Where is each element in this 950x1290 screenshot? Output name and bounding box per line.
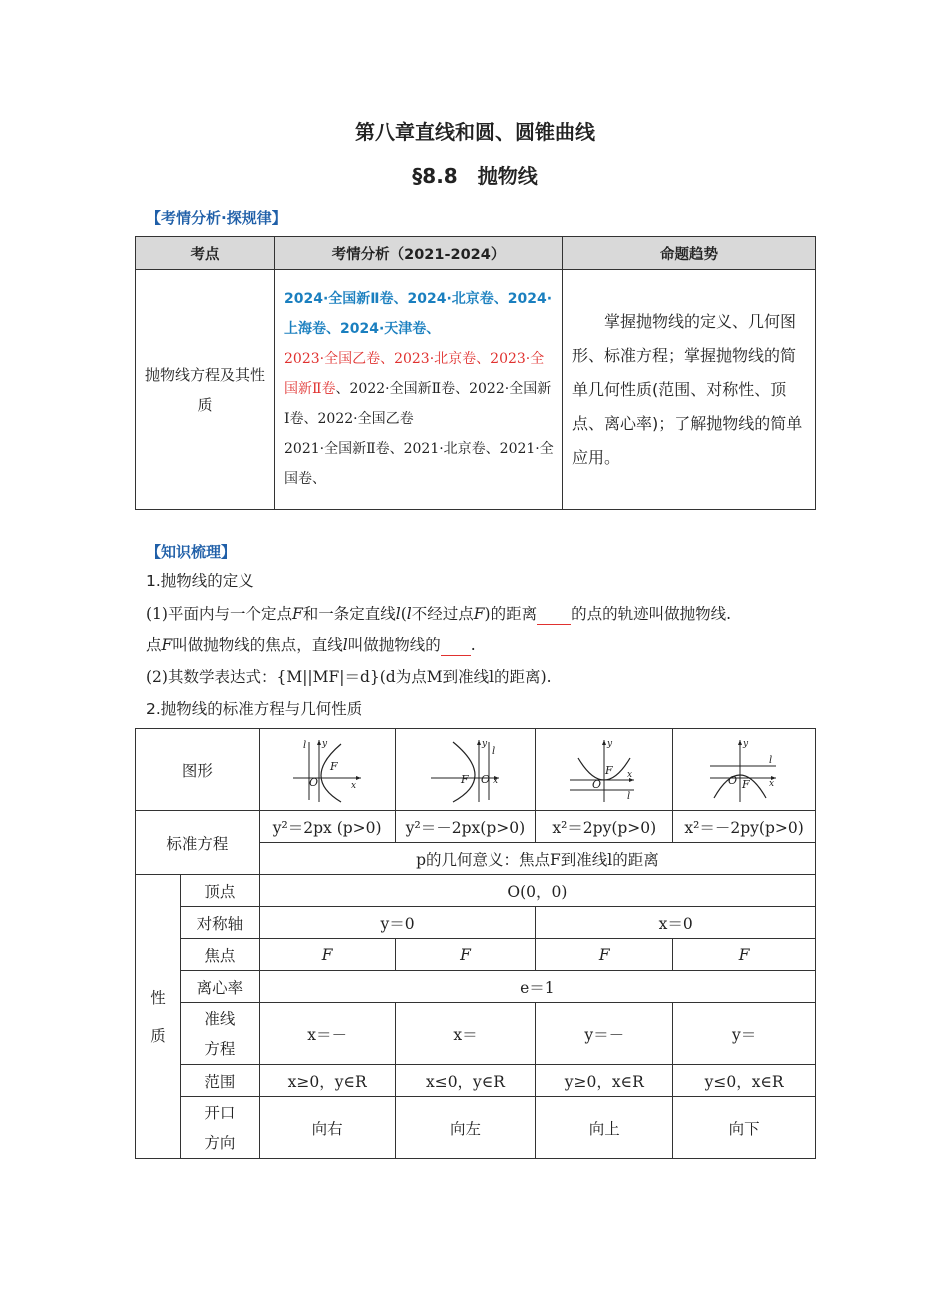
range-down: y≤0，x∈R [673, 1065, 816, 1097]
equation-left: y²＝－2px(p>0) [395, 811, 536, 843]
properties-heading: 2.抛物线的标准方程与几何性质 [146, 700, 363, 718]
svg-text:l: l [769, 754, 773, 766]
focus-label: 焦点 [180, 939, 259, 971]
svg-text:F: F [330, 759, 338, 773]
focus-right: F [259, 939, 395, 971]
opening-up: 向上 [536, 1097, 673, 1159]
header-trend: 命题趋势 [563, 237, 816, 270]
range-up: y≥0，x∈R [536, 1065, 673, 1097]
svg-text:F: F [605, 763, 613, 777]
directrix-down: y＝ [673, 1003, 816, 1065]
opening-right: 向右 [259, 1097, 395, 1159]
equation-label: 标准方程 [136, 811, 260, 875]
parabola-left-icon [425, 736, 505, 804]
opening-down: 向下 [673, 1097, 816, 1159]
vertex-label: 顶点 [180, 875, 259, 907]
section-heading-analysis: 【考情分析·探规律】 [146, 209, 287, 227]
parabola-right-icon [287, 736, 367, 804]
properties-label: 性质 [136, 875, 181, 1159]
svg-text:l: l [492, 745, 496, 757]
chapter-title: 第八章直线和圆、圆锥曲线 [355, 120, 595, 144]
opening-label: 开口方向 [180, 1097, 259, 1159]
svg-text:y: y [743, 738, 749, 749]
focus-down: F [673, 939, 816, 971]
svg-text:l: l [627, 790, 631, 802]
svg-text:x: x [769, 778, 775, 789]
parabola-up-icon [564, 736, 644, 804]
definition-line-2: 点F叫做抛物线的焦点，直线l叫做抛物线的 . [146, 636, 476, 654]
range-right: x≥0，y∈R [259, 1065, 395, 1097]
equation-right: y²＝2px (p>0) [259, 811, 395, 843]
properties-table [135, 728, 816, 1159]
axis-x0: x＝0 [536, 907, 816, 939]
definition-heading: 1.抛物线的定义 [146, 572, 254, 590]
header-analysis: 考情分析（2021-2024） [275, 237, 563, 270]
analysis-table [135, 236, 816, 510]
blank-directrix[interactable] [441, 637, 471, 656]
years-2024: 2024·全国新Ⅱ卷、2024·北京卷、2024·上海卷、2024·天津卷、 [284, 290, 553, 337]
svg-text:F: F [742, 777, 750, 791]
directrix-right: x＝－ [259, 1003, 395, 1065]
svg-text:x: x [351, 780, 357, 791]
svg-text:F: F [461, 772, 470, 786]
header-topic: 考点 [136, 237, 275, 270]
years-2023: 2023·全国乙卷、2023·北京卷、2023·全国新Ⅱ卷 [284, 350, 545, 397]
directrix-label: 准线方程 [180, 1003, 259, 1065]
definition-line-3: (2)其数学表达式：{M||MF|＝d}(d为点M到准线l的距离). [146, 668, 552, 686]
opening-left: 向左 [395, 1097, 536, 1159]
p-meaning: p的几何意义：焦点F到准线l的距离 [259, 843, 815, 875]
svg-text:O: O [728, 773, 738, 787]
equation-up: x²＝2py(p>0) [536, 811, 673, 843]
section-title: §8.8 抛物线 [412, 164, 538, 188]
svg-text:O: O [481, 772, 491, 786]
vertex-value: O(0，0) [259, 875, 815, 907]
eccentricity-label: 离心率 [180, 971, 259, 1003]
years-2021: 2021·全国新Ⅱ卷、2021·北京卷、2021·全国卷、 [284, 440, 554, 487]
axis-y0: y＝0 [259, 907, 536, 939]
range-label: 范围 [180, 1065, 259, 1097]
equation-down: x²＝－2py(p>0) [673, 811, 816, 843]
graph-down [673, 729, 816, 811]
svg-text:x: x [627, 769, 633, 780]
focus-left: F [395, 939, 536, 971]
svg-text:O: O [592, 777, 602, 791]
svg-text:y: y [482, 738, 488, 749]
svg-text:y: y [607, 738, 613, 749]
graph-left [395, 729, 536, 811]
focus-up: F [536, 939, 673, 971]
figure-label: 图形 [136, 729, 260, 811]
svg-text:O: O [309, 775, 319, 789]
graph-right [259, 729, 395, 811]
range-left: x≤0，y∈R [395, 1065, 536, 1097]
eccentricity-value: e＝1 [259, 971, 815, 1003]
parabola-down-icon [704, 736, 784, 804]
definition-line-1: (1)平面内与一个定点F和一条定直线l(l不经过点F)的距离 的点的轨迹叫做抛物线. [146, 605, 732, 623]
svg-text:l: l [303, 739, 307, 751]
years-2022: 、2022·全国新Ⅱ卷、2022·全国新Ⅰ卷、2022·全国乙卷 [284, 380, 552, 427]
svg-text:x: x [493, 775, 499, 786]
blank-equal[interactable] [537, 606, 571, 625]
axis-label: 对称轴 [180, 907, 259, 939]
graph-up [536, 729, 673, 811]
trend-text: 掌握抛物线的定义、几何图形、标准方程；掌握抛物线的简单几何性质(范围、对称性、顶点、离心率)；了解抛物线的简单应用。 [572, 311, 803, 467]
svg-text:y: y [322, 738, 328, 749]
years-cell [275, 270, 563, 510]
trend-cell [563, 270, 816, 510]
topic-cell: 抛物线方程及其性质 [136, 270, 275, 510]
section-heading-knowledge: 【知识梳理】 [146, 543, 237, 561]
directrix-up: y＝－ [536, 1003, 673, 1065]
directrix-left: x＝ [395, 1003, 536, 1065]
